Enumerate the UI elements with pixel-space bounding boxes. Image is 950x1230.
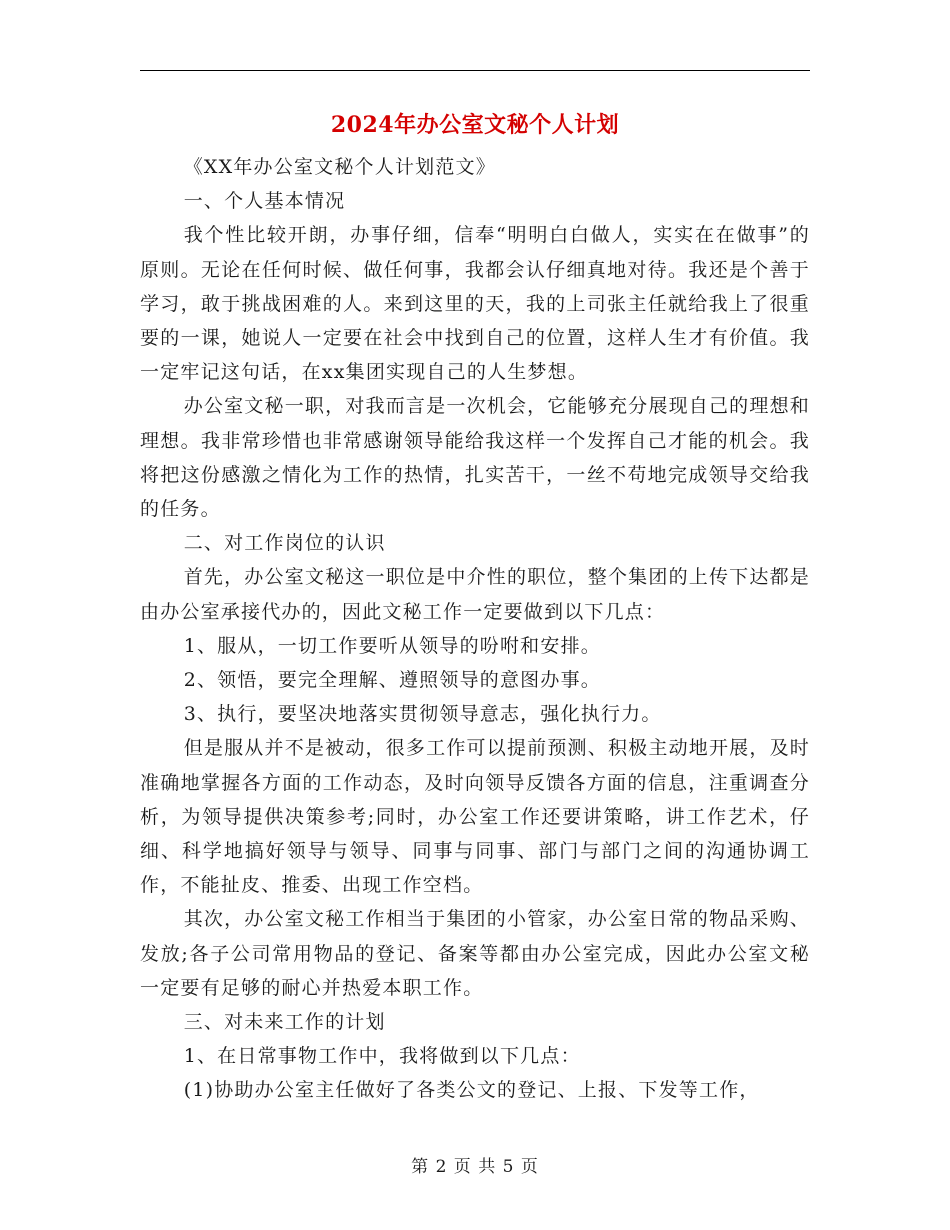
section-heading-2: 二、对工作岗位的认识 — [183, 532, 386, 555]
page-footer: 第 2 页 共 5 页 — [411, 1157, 539, 1177]
paragraph-subtitle: 《XX年办公室文秘个人计划范文》 — [183, 156, 496, 178]
list-item: 1、在日常事物工作中，我将做到以下几点： — [183, 1045, 581, 1068]
paragraph: 办公室文秘一职，对我而言是一次机会，它能够充分展现自己的理想和理想。我非常珍惜也非常感谢领导能给我这样一个发挥自己才能的机会。我将把这份感激之情化为工作的热情，扎实苦干，一丝不苟地完成领导交给我的任务。 — [140, 395, 810, 521]
section-heading-3: 三、对未来工作的计划 — [183, 1011, 386, 1034]
list-item: 1、服从，一切工作要听从领导的吩咐和安排。 — [183, 634, 601, 657]
paragraph: 我个性比较开朗，办事仔细，信奉“明明白白做人，实实在在做事”的原则。无论在任何时候、做任何事，我都会认仔细真地对待。我还是个善于学习，敢于挑战困难的人。来到这里的天，我的上司张主任就给我上了很重要的一课，她说人一定要在社会中找到自己的位置，这样人生才有价值。我一定牢记这句话，在xx集团实现自己的人生梦想。 — [140, 224, 810, 384]
list-item: 3、执行，要坚决地落实贯彻领导意志，强化执行力。 — [183, 703, 662, 726]
list-item: (1)协助办公室主任做好了各类公文的登记、上报、下发等工作， — [183, 1079, 760, 1102]
list-item: 2、领悟，要完全理解、遵照领导的意图办事。 — [183, 669, 601, 692]
paragraph: 首先，办公室文秘这一职位是中介性的职位，整个集团的上传下达都是由办公室承接代办的，因此文秘工作一定要做到以下几点： — [140, 566, 810, 623]
paragraph: 但是服从并不是被动，很多工作可以提前预测、积极主动地开展，及时准确地掌握各方面的工作动态，及时向领导反馈各方面的信息，注重调查分析，为领导提供决策参考;同时，办公室工作还要讲策略，讲工作艺术，仔细、科学地搞好领导与领导、同事与同事、部门与部门之间的沟通协调工作，不能扯皮、推委、出现工作空档。 — [140, 737, 810, 897]
document-title: 2024年办公室文秘个人计划 — [330, 112, 620, 138]
document-body — [140, 150, 810, 1108]
header-rule — [140, 70, 810, 71]
section-heading-1: 一、个人基本情况 — [183, 190, 346, 213]
paragraph: 其次，办公室文秘工作相当于集团的小管家，办公室日常的物品采购、发放;各子公司常用物品的登记、备案等都由办公室完成，因此办公室文秘一定要有足够的耐心并热爱本职工作。 — [140, 908, 810, 999]
